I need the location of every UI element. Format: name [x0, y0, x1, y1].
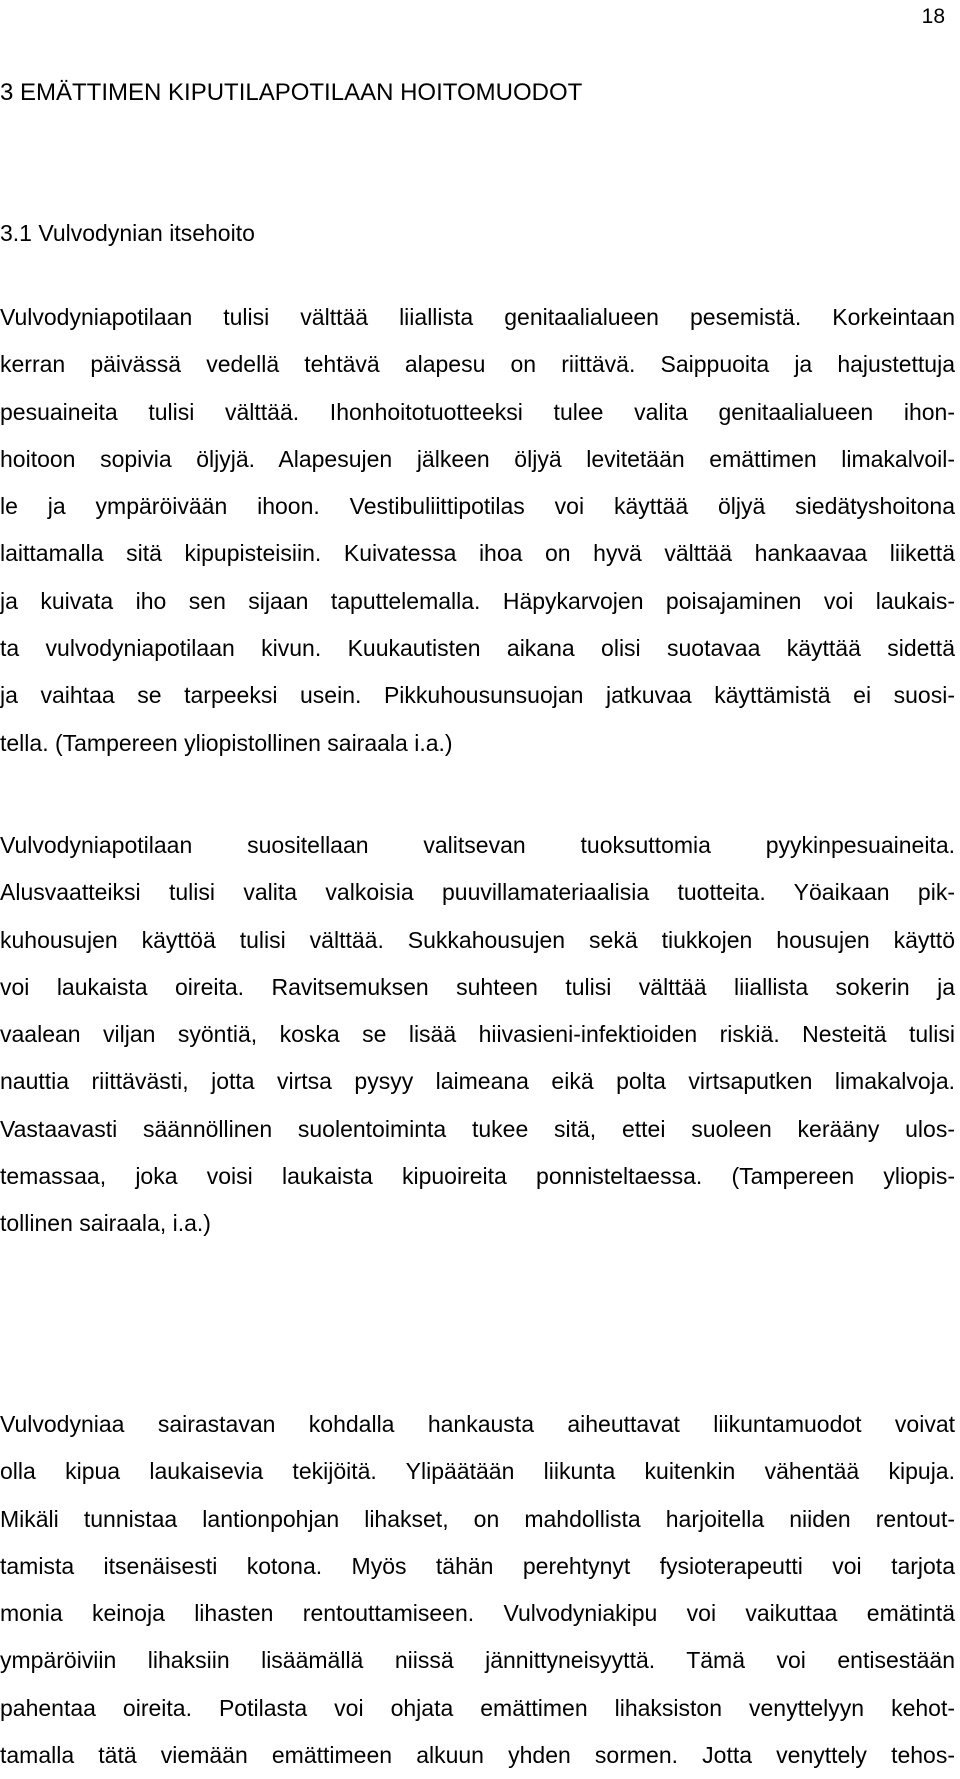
text-line: temassaa, joka voisi laukaista kipuoireita ponnisteltaessa. (Tampereen yliopis-	[0, 1163, 955, 1190]
text-line: Vulvodyniapotilaan suositellaan valitsevan tuoksuttomia pyykinpesuaineita.	[0, 832, 955, 858]
text-line: laittamalla sitä kipupisteisiin. Kuivatessa ihoa on hyvä välttää hankaavaa liikettä	[0, 540, 955, 567]
paragraph-3	[0, 1401, 955, 1779]
text-line: Mikäli tunnistaa lantionpohjan lihakset, on mahdollista harjoitella niiden rentout-	[0, 1505, 955, 1532]
text-line: Vulvodyniaa sairastavan kohdalla hankausta aiheuttavat liikuntamuodot voivat	[0, 1411, 955, 1437]
text-line: tella. (Tampereen yliopistollinen sairaala i.a.)	[0, 729, 453, 756]
text-line: hoitoon sopivia öljyjä. Alapesujen jälkeen öljyä levitetään emättimen limakalvoil-	[0, 445, 955, 472]
text-line: kerran päivässä vedellä tehtävä alapesu on riittävä. Saippuoita ja hajustettuja	[0, 351, 955, 378]
text-line: pesuaineita tulisi välttää. Ihonhoitotuotteeksi tulee valita genitaalialueen ihon-	[0, 398, 955, 425]
text-line: Alusvaatteiksi tulisi valita valkoisia puuvillamateriaalisia tuotteita. Yöaikaan pik-	[0, 879, 955, 906]
text-line: Vastaavasti säännöllinen suolentoiminta tukee sitä, ettei suoleen kerääny ulos-	[0, 1115, 955, 1142]
text-line: voi laukaista oireita. Ravitsemuksen suhteen tulisi välttää liiallista sokerin ja	[0, 973, 955, 1000]
text-line: tamista itsenäisesti kotona. Myös tähän perehtynyt fysioterapeutti voi tarjota	[0, 1552, 955, 1579]
text-line: tollinen sairaala, i.a.)	[0, 1210, 211, 1237]
text-line: pahentaa oireita. Potilasta voi ohjata emättimen lihaksiston venyttelyyn kehot-	[0, 1694, 955, 1721]
section-heading: 3.1 Vulvodynian itsehoito	[0, 220, 255, 246]
paragraph-2	[0, 822, 955, 1248]
text-line: ympäröiviin lihaksiin lisäämällä niissä jännittyneisyyttä. Tämä voi entisestään	[0, 1647, 955, 1674]
text-line: nauttia riittävästi, jotta virtsa pysyy laimeana eikä polta virtsaputken limakalvoja.	[0, 1068, 955, 1095]
page-number: 18	[921, 5, 945, 28]
text-line: monia keinoja lihasten rentouttamiseen. Vulvodyniakipu voi vaikuttaa emätintä	[0, 1600, 955, 1627]
text-line: tamalla tätä viemään emättimeen alkuun yhden sormen. Jotta venyttely tehos-	[0, 1742, 955, 1769]
text-line: Vulvodyniapotilaan tulisi välttää liiallista genitaalialueen pesemistä. Korkeintaan	[0, 304, 955, 330]
text-line: olla kipua laukaisevia tekijöitä. Ylipäätään liikunta kuitenkin vähentää kipuja.	[0, 1458, 955, 1485]
text-line: kuhousujen käyttöä tulisi välttää. Sukkahousujen sekä tiukkojen housujen käyttö	[0, 926, 955, 953]
chapter-heading: 3 EMÄTTIMEN KIPUTILAPOTILAAN HOITOMUODOT	[0, 79, 583, 106]
text-line: ja kuivata iho sen sijaan taputtelemalla. Häpykarvojen poisajaminen voi laukais-	[0, 587, 955, 614]
text-line: vaalean viljan syöntiä, koska se lisää hiivasieni-infektioiden riskiä. Nesteitä tulisi	[0, 1021, 955, 1048]
text-line: ta vulvodyniapotilaan kivun. Kuukautisten aikana olisi suotavaa käyttää sidettä	[0, 635, 955, 662]
text-line: ja vaihtaa se tarpeeksi usein. Pikkuhousunsuojan jatkuvaa käyttämistä ei suosi-	[0, 682, 955, 709]
paragraph-1	[0, 294, 955, 767]
text-line: le ja ympäröivään ihoon. Vestibuliittipotilas voi käyttää öljyä siedätyshoitona	[0, 493, 955, 520]
